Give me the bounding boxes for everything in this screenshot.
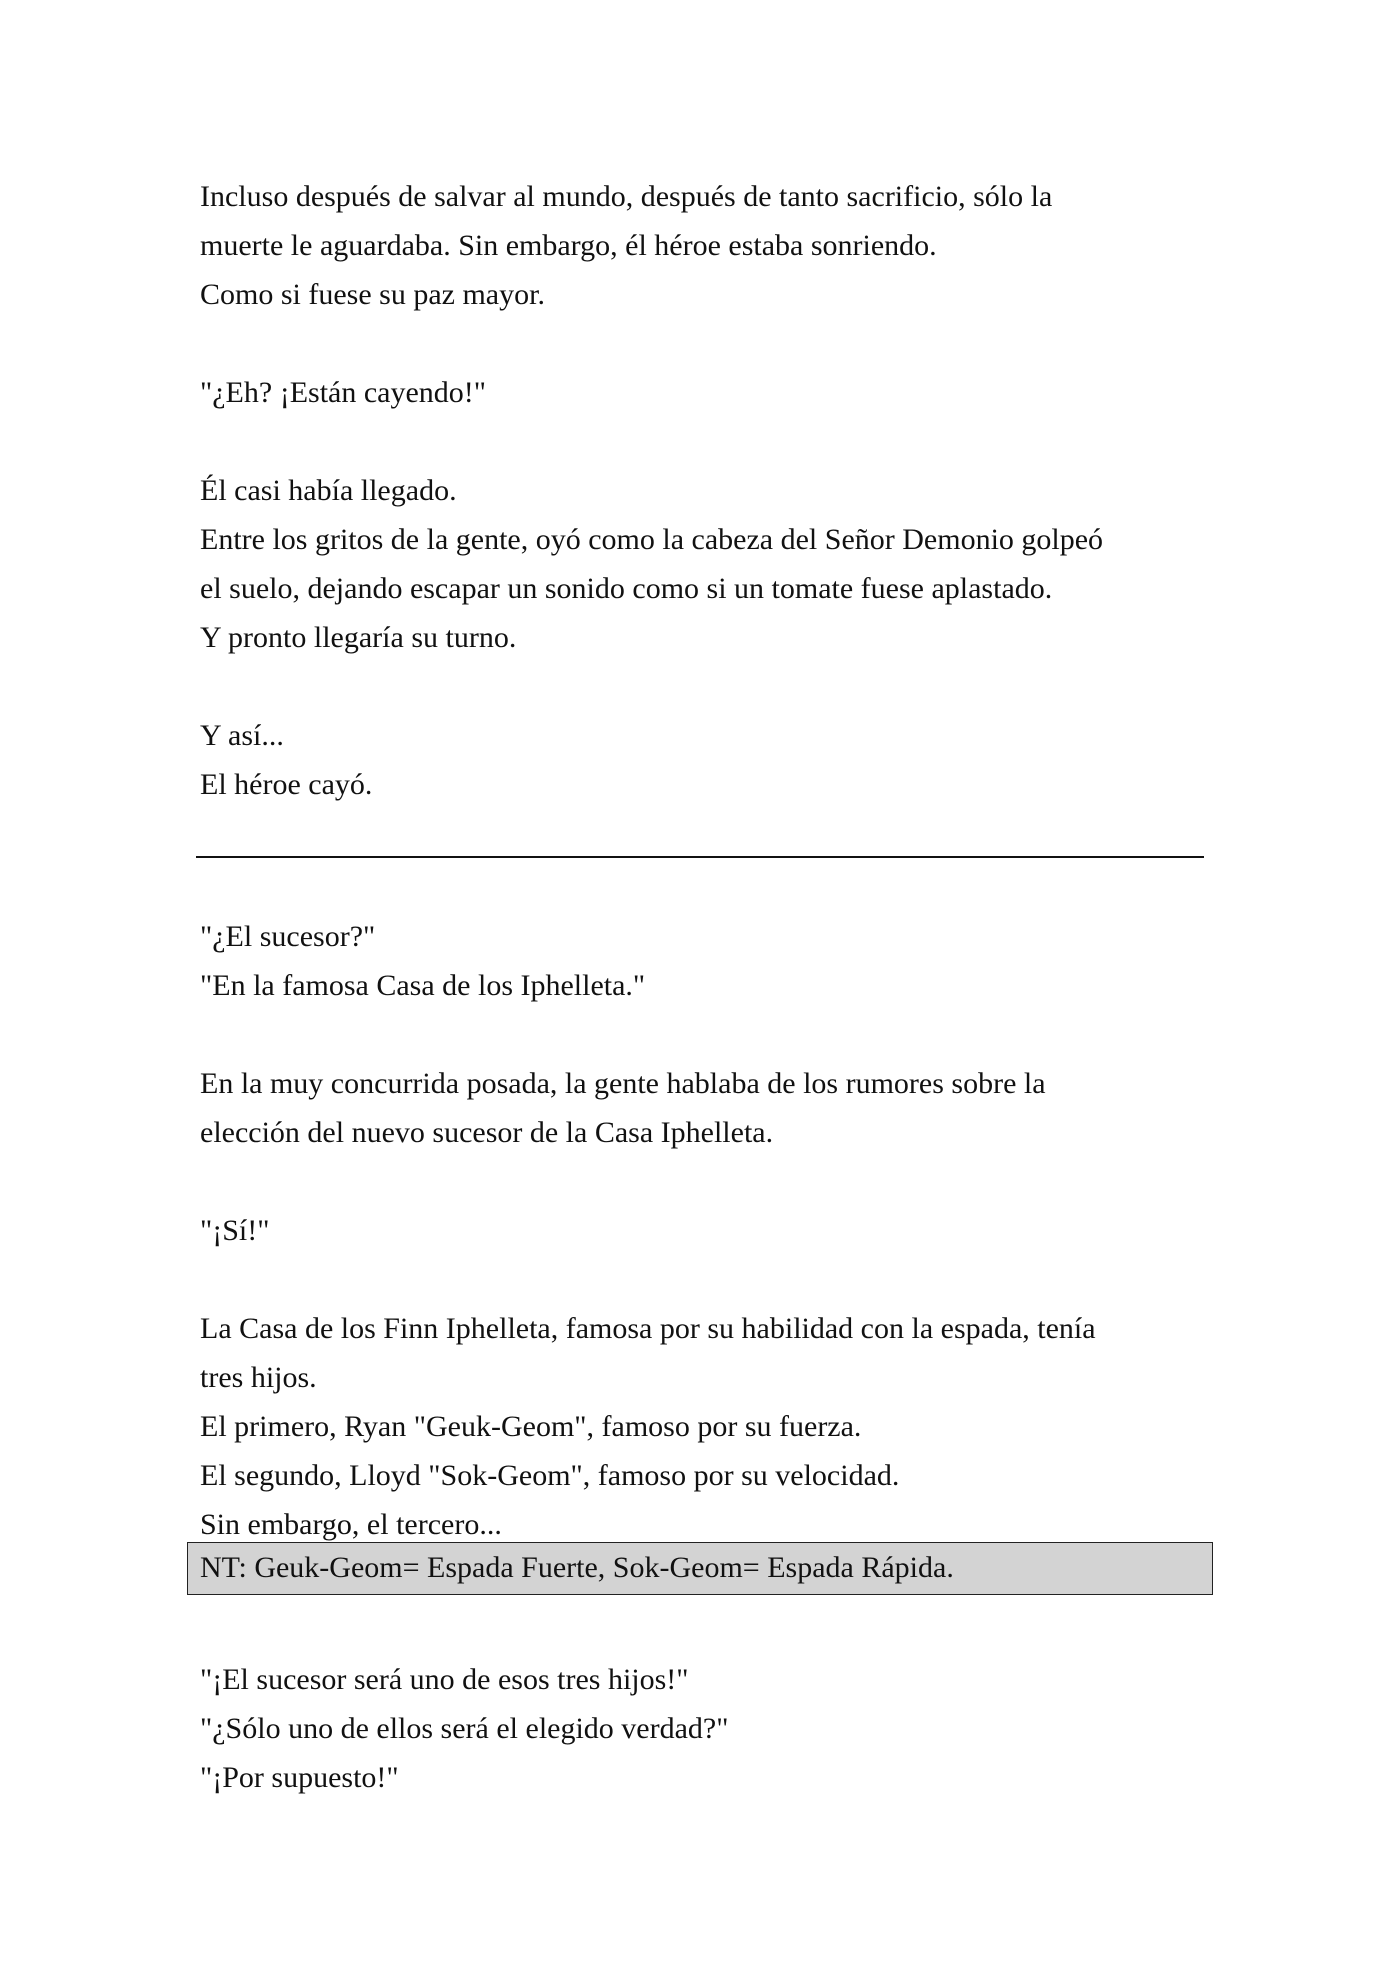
paragraph-line: el suelo, dejando escapar un sonido como si un tomate fuese aplastado.: [200, 572, 1053, 605]
paragraph-line: El segundo, Lloyd "Sok-Geom", famoso por su velocidad.: [200, 1459, 900, 1492]
blank-line: [200, 662, 1220, 711]
section-three: [200, 1655, 1220, 1802]
dialogue-line: "En la famosa Casa de los Iphelleta.": [200, 969, 646, 1002]
dialogue-line: "¡Por supuesto!": [200, 1761, 399, 1794]
blank-line: [200, 319, 1220, 368]
blank-line: [200, 417, 1220, 466]
paragraph-line: muerte le aguardaba. Sin embargo, él héroe estaba sonriendo.: [200, 229, 937, 262]
paragraph-line: Él casi había llegado.: [200, 474, 457, 507]
dialogue-line: "¡El sucesor será uno de esos tres hijos!": [200, 1663, 689, 1696]
dialogue-line: "¡Sí!": [200, 1214, 270, 1247]
paragraph-line: En la muy concurrida posada, la gente hablaba de los rumores sobre la: [200, 1067, 1046, 1100]
dialogue-line: "¿Eh? ¡Están cayendo!": [200, 376, 487, 409]
blank-line: [200, 1157, 1220, 1206]
dialogue-line: "¿El sucesor?": [200, 920, 376, 953]
paragraph-line: Y pronto llegaría su turno.: [200, 621, 517, 654]
section-two: [200, 912, 1220, 1549]
paragraph-line: elección del nuevo sucesor de la Casa Iphelleta.: [200, 1116, 774, 1149]
paragraph-line: Sin embargo, el tercero...: [200, 1508, 502, 1541]
paragraph-line: Y así...: [200, 719, 284, 752]
paragraph-line: Incluso después de salvar al mundo, después de tanto sacrificio, sólo la: [200, 180, 1053, 213]
paragraph-line: tres hijos.: [200, 1361, 317, 1394]
paragraph-line: El héroe cayó.: [200, 768, 373, 801]
dialogue-line: "¿Sólo uno de ellos será el elegido verdad?": [200, 1712, 729, 1745]
paragraph-line: El primero, Ryan "Geuk-Geom", famoso por su fuerza.: [200, 1410, 862, 1443]
paragraph-line: La Casa de los Finn Iphelleta, famosa por su habilidad con la espada, tenía: [200, 1312, 1096, 1345]
section-one: [200, 172, 1220, 809]
paragraph-line: Como si fuese su paz mayor.: [200, 278, 545, 311]
section-divider: [196, 856, 1204, 858]
translator-note: NT: Geuk-Geom= Espada Fuerte, Sok-Geom= Espada Rápida.: [187, 1542, 1213, 1595]
blank-line: [200, 1255, 1220, 1304]
blank-line: [200, 1010, 1220, 1059]
paragraph-line: Entre los gritos de la gente, oyó como la cabeza del Señor Demonio golpeó: [200, 523, 1104, 556]
